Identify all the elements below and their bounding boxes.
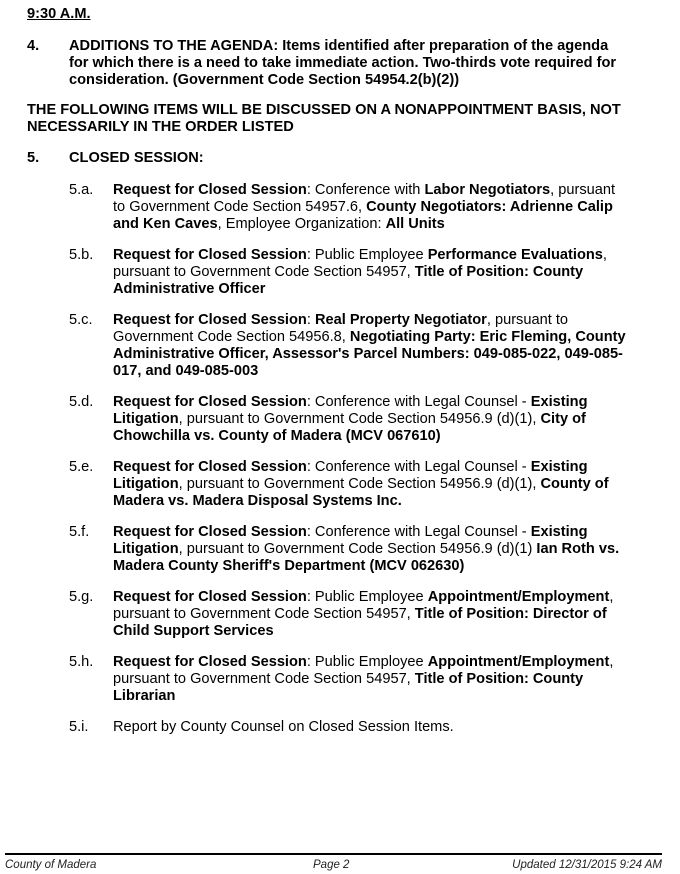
subitem-label: 5.b. [69,247,94,263]
bold-text-run: Request for Closed Session [113,524,307,540]
subitem-text [113,589,628,640]
text-run: , pursuant to Government Code Section 54956.9 (d)(1), [178,476,541,492]
bold-text-run: Existing Litigation [113,524,588,557]
text-run: : Conference with Legal Counsel - [306,459,531,475]
subitem-label: 5.a. [69,182,94,198]
subitem-label: 5.h. [69,654,94,670]
bold-text-run: County of Madera vs. Madera Disposal Systems Inc. [113,476,609,509]
subitem-label: 5.d. [69,394,94,410]
text-run: , pursuant to Government Code Section 54956.8, [113,312,568,345]
subitem-label: 5.e. [69,459,94,475]
subitem-label: 5.c. [69,312,93,328]
item-4-number: 4. [27,38,40,54]
text-run: : Public Employee [306,247,428,263]
subitem-text [113,719,628,736]
bold-text-run: Title of Position: County Administrative Officer [113,264,584,297]
bold-text-run: Existing Litigation [113,459,588,492]
bold-text-run: Existing Litigation [113,394,588,427]
footer-page-number: Page 2 [313,859,350,871]
subitem-text [113,654,628,705]
bold-text-run: Request for Closed Session [113,247,307,263]
subitem-text [113,312,628,380]
text-run: : Conference with [306,182,425,198]
text-run: : Conference with Legal Counsel - [306,524,531,540]
bold-text-run: Labor Negotiators [424,182,551,198]
footer-rule [5,853,662,855]
bold-text-run: City of Chowchilla vs. County of Madera (MCV 067610) [113,411,586,444]
item-5-number: 5. [27,150,40,166]
subitem-label: 5.f. [69,524,90,540]
bold-text-run: Ian Roth vs. Madera County Sheriff's Department (MCV 062630) [113,541,620,574]
subitem-text [113,459,628,510]
text-run: Report by County Counsel on Closed Session Items. [113,719,454,735]
text-run: : Conference with Legal Counsel - [306,394,531,410]
item-4-text: ADDITIONS TO THE AGENDA: Items identified after preparation of the agenda for which there is a need to take immediate action. Two-thirds vote required for consideration. (Government Code Section 54954.2(b)(2)) [69,38,617,88]
bold-text-run: Request for Closed Session [113,394,307,410]
subitem-text [113,524,628,575]
text-run: , pursuant to Government Code Section 54957, [113,654,614,687]
bold-text-run: Title of Position: County Librarian [113,671,584,704]
bold-text-run: Request for Closed Session [113,589,307,605]
subitem-label: 5.g. [69,589,94,605]
subitem-text [113,394,628,445]
text-run: , pursuant to Government Code Section 54957.6, [113,182,616,215]
item-5-title: CLOSED SESSION: [69,150,204,166]
text-run: : Public Employee [306,589,428,605]
text-run: : [306,312,315,328]
bold-text-run: Appointment/Employment [427,654,610,670]
text-run: , pursuant to Government Code Section 54956.9 (d)(1), [178,411,541,427]
bold-text-run: Request for Closed Session [113,654,307,670]
text-run: , pursuant to Government Code Section 54957, [113,589,614,622]
bold-text-run: All Units [385,216,445,232]
bold-text-run: Title of Position: Director of Child Support Services [113,606,607,639]
bold-text-run: Performance Evaluations [427,247,603,263]
subitem-text [113,247,628,298]
footer-updated: Updated 12/31/2015 9:24 AM [512,859,662,871]
subitem-text [113,182,628,233]
bold-text-run: Real Property Negotiator [314,312,487,328]
bold-text-run: Request for Closed Session [113,182,307,198]
meeting-time: 9:30 A.M. [27,6,91,22]
footer-county: County of Madera [5,859,97,871]
text-run: , pursuant to Government Code Section 54957, [113,247,607,280]
bold-text-run: Negotiating Party: Eric Fleming, County Administrative Officer, Assessor's Parcel Numbers: 049-085-022, 049-085-017, and 049-085-003 [113,329,626,379]
subitem-label: 5.i. [69,719,89,735]
bold-text-run: Request for Closed Session [113,459,307,475]
bold-text-run: Appointment/Employment [427,589,610,605]
bold-text-run: Request for Closed Session [113,312,307,328]
nonappointment-notice: THE FOLLOWING ITEMS WILL BE DISCUSSED ON A NONAPPOINTMENT BASIS, NOT NECESSARILY IN THE ORDER LISTED [27,102,621,135]
bold-text-run: County Negotiators: Adrienne Calip and Ken Caves [113,199,613,232]
text-run: , Employee Organization: [217,216,386,232]
text-run: : Public Employee [306,654,428,670]
text-run: , pursuant to Government Code Section 54956.9 (d)(1) [178,541,537,557]
